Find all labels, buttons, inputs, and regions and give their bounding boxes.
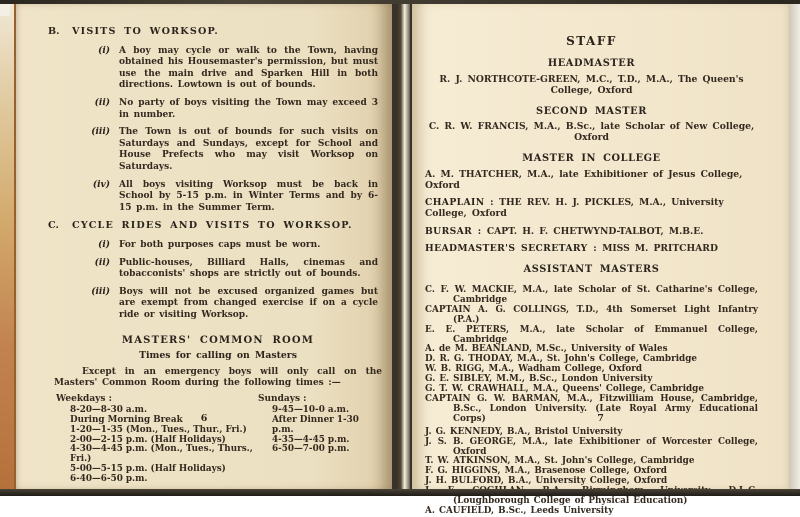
page-right — [412, 4, 789, 516]
assistant-master: G. E. SIBLEY, M.M., B.Sc., London University — [425, 374, 653, 385]
time-slot: 6-40—6-50 p.m. — [70, 473, 148, 484]
rule-text: The Town is out of bounds for such visits on Saturdays and Sundays, except for School and House Prefects who may visit Worksop on Saturdays. — [119, 127, 378, 172]
common-room-title: MASTERS' COMMON ROOM — [121, 335, 315, 347]
section-visits-to-worksop — [48, 26, 378, 214]
assistant-master: E. E. PETERS, M.A., late Scholar of Emmanuel College, Cambridge — [425, 324, 758, 345]
assistant-master: A. de M. BEANLAND, M.Sc., University of Wales — [425, 344, 668, 355]
calling-times-table — [54, 395, 382, 484]
bursar-label: BURSAR : — [425, 225, 482, 237]
assistant-master: CAPTAIN G. W. BARMAN, M.A., Fitzwilliam House, Cambridge, B.Sc., London University. (Late Royal Army Educational Corps) — [425, 393, 758, 424]
secretary-label: HEADMASTER'S SECRETARY : — [425, 243, 597, 254]
section-heading — [48, 220, 378, 232]
rule-item — [48, 46, 378, 92]
headmaster-name: R. J. NORTHCOTE-GREEN, M.C., T.D., M.A., The Queen's College, Oxford — [439, 73, 744, 96]
rule-text: Boys will not be excused organized games but are exempt from changed exercise if on a cycle ride or visiting Worksop. — [119, 286, 378, 320]
rule-item — [48, 180, 378, 215]
chaplain-label: CHAPLAIN : — [425, 197, 494, 208]
weekdays-label: Weekdays : — [56, 394, 112, 405]
rule-number: (ii) — [94, 257, 110, 268]
master-in-college-name: A. M. THATCHER, M.A., late Exhibitioner of Jesus College, Oxford — [425, 168, 743, 191]
rule-number: (i) — [98, 45, 110, 56]
time-slot: 6-50—7-00 p.m. — [272, 444, 350, 455]
rule-item — [48, 98, 378, 121]
assistant-master: J. G. KENNEDY, B.A., Bristol University — [425, 426, 623, 437]
rule-text: No party of boys visiting the Town may exceed 3 in number. — [119, 97, 378, 120]
second-master-name: C. R. W. FRANCIS, M.A., B.Sc., late Scholar of New College, Oxford — [428, 121, 755, 143]
book-spine-edge — [0, 4, 16, 489]
section-letter: B. — [48, 26, 60, 37]
rule-text: For both purposes caps must be worn. — [119, 239, 321, 250]
assistant-master: D. R. G. THODAY, M.A., St. John's College, Cambridge — [425, 354, 697, 365]
time-slot: 8-20—8-30 a.m. — [70, 405, 148, 416]
sundays-column — [258, 395, 382, 484]
sundays-label: Sundays : — [258, 394, 307, 405]
time-slot: 4-30—4-45 p.m. (Mon., Tues., Thurs., Fri.) — [70, 444, 253, 465]
scan-edge-right — [789, 4, 800, 489]
assistant-master: (Loughborough College of Physical Education) — [453, 496, 688, 507]
assistant-master: J. S. B. GEORGE, M.A., late Exhibitioner of Worcester College, Oxford — [425, 436, 758, 457]
chaplain-line — [425, 197, 758, 219]
page-left — [16, 4, 392, 489]
assistant-master: T. W. ATKINSON, M.A., St. John's College, Cambridge — [425, 456, 695, 467]
rule-text: A boy may cycle or walk to the Town, having obtained his Housemaster's permission, but must use the main drive and Sparken Hill in both directions. Lowtown is out of bounds. — [119, 45, 378, 91]
time-slot: After Dinner 1-30 p.m. — [272, 415, 359, 435]
secretary-line — [425, 243, 758, 254]
bursar-name: CAPT. H. F. CHETWYND-TALBOT, M.B.E. — [486, 225, 704, 237]
staff-title: STAFF — [566, 34, 617, 48]
section-title: CYCLE RIDES AND VISITS TO WORKSOP. — [72, 220, 353, 232]
scan-edge-top — [0, 0, 800, 4]
common-room-intro: Except in an emergency boys will only call on the Masters' Common Room during the following times :— — [54, 366, 382, 389]
scan-edge-bottom — [0, 489, 800, 496]
assistant-masters-list — [425, 286, 758, 517]
rule-text: Public-houses, Billiard Halls, cinemas and tobacconists' shops are strictly out of bounds. — [119, 257, 378, 280]
time-slot: 9-45—10-0 a.m. — [272, 405, 350, 416]
section-heading — [48, 26, 378, 38]
second-master-heading: SECOND MASTER — [536, 105, 647, 117]
assistant-master: G. T. W. CRAWHALL, M.A., Queens' College, Cambridge — [425, 384, 704, 395]
assistant-masters-heading: ASSISTANT MASTERS — [523, 264, 660, 275]
time-slot: During Morning Break — [70, 415, 183, 426]
rule-number: (i) — [98, 239, 110, 250]
headmaster-heading: HEADMASTER — [547, 58, 636, 69]
rule-item — [48, 258, 378, 281]
rule-text: All boys visiting Worksop must be back in School by 5-15 p.m. in Winter Terms and by 6-15 p.m. in the Summer Term. — [119, 179, 378, 213]
rule-item — [48, 127, 378, 173]
bursar-line — [425, 226, 758, 237]
assistant-master: F. G. HIGGINS, M.A., Brasenose College, Oxford — [425, 466, 667, 477]
time-slot: 2-00—2-15 p.m. (Half Holidays) — [70, 434, 226, 445]
time-slot: 1-20—1-35 (Mon., Tues., Thur., Fri.) — [70, 424, 247, 435]
assistant-master: W. B. RIGG, M.A., Wadham College, Oxford — [425, 364, 643, 375]
weekdays-column — [56, 395, 258, 484]
page-number-right: 7 — [597, 413, 604, 424]
rule-item — [48, 287, 378, 322]
rule-number: (iii) — [91, 286, 110, 297]
common-room-subtitle: Times for calling on Masters — [139, 350, 297, 362]
time-slot: 4-35—4-45 p.m. — [272, 434, 350, 445]
rule-number: (ii) — [94, 97, 110, 108]
masters-common-room-section — [54, 335, 382, 484]
rule-number: (iv) — [92, 179, 110, 190]
assistant-master: J. H. BULFORD, B.A., University College, Oxford — [425, 476, 668, 487]
rule-number: (iii) — [91, 127, 110, 138]
page-right-content — [412, 4, 789, 517]
time-slot: 5-00—5-15 p.m. (Half Holidays) — [70, 464, 226, 475]
book-gutter — [398, 4, 410, 489]
assistant-master: CAPTAIN A. G. COLLINGS, T.D., 4th Somerset Light Infantry (P.A.) — [425, 304, 758, 325]
section-letter: C. — [48, 220, 59, 232]
assistant-master: C. F. W. MACKIE, M.A., late Scholar of St. Catharine's College, Cambridge — [425, 285, 758, 305]
section-cycle-rides — [48, 220, 378, 321]
page-number-left: 6 — [200, 413, 208, 424]
chaplain-name: THE REV. H. J. PICKLES, M.A., University College, Oxford — [425, 197, 724, 219]
rule-item — [48, 240, 378, 252]
section-title: VISITS TO WORKSOP. — [72, 26, 219, 37]
assistant-master: A. CAUFIELD, B.Sc., Leeds University — [425, 505, 614, 516]
master-in-college-heading: MASTER IN COLLEGE — [522, 153, 661, 164]
secretary-name: MISS M. PRITCHARD — [602, 243, 718, 254]
